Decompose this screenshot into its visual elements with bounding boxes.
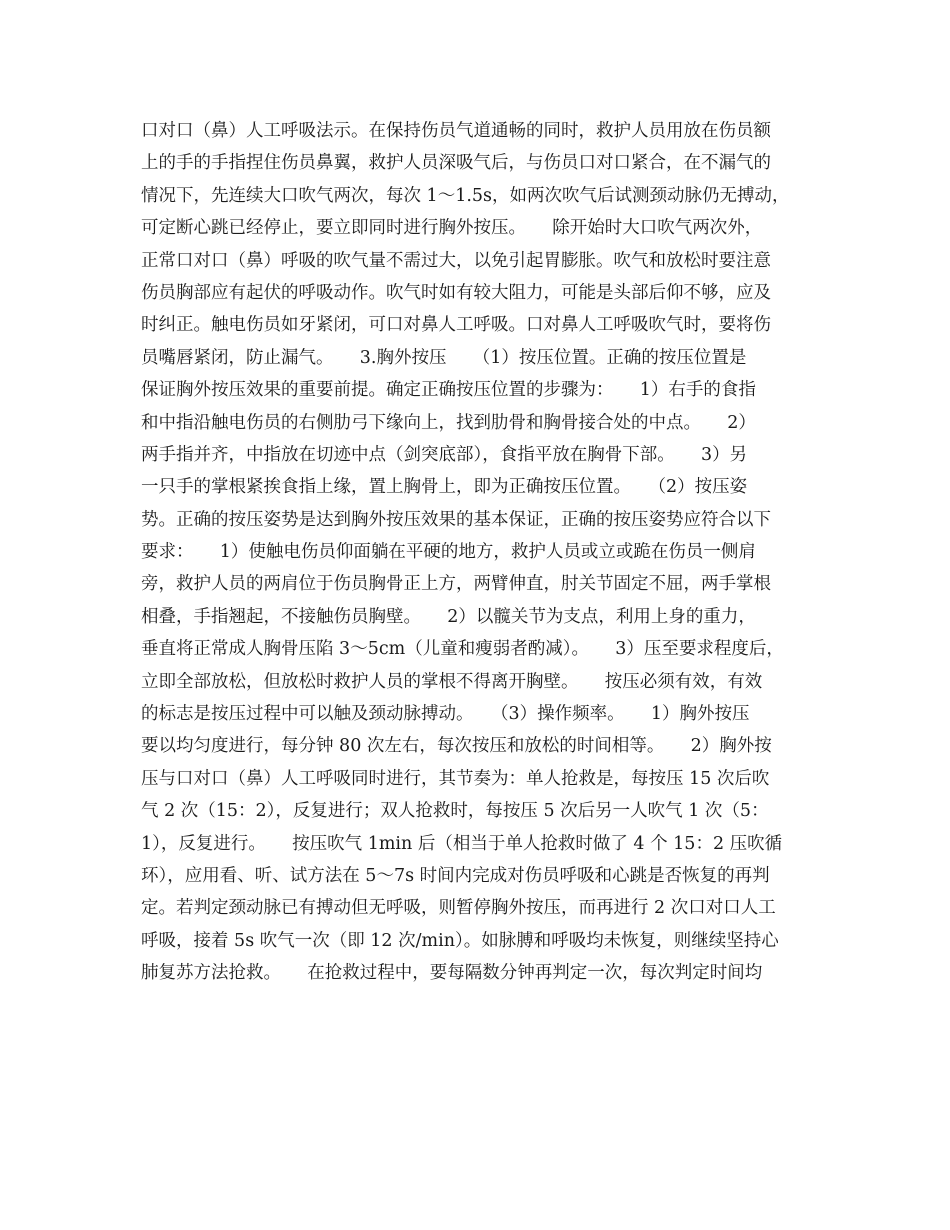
text-line: 时纠正。触电伤员如牙紧闭，可口对鼻人工呼吸。口对鼻人工呼吸吹气时，要将伤 [141,315,771,336]
text-line: 保证胸外按压效果的重要前提。确定正确按压位置的步骤为： 1）右手的食指 [141,380,756,401]
text-line: 一只手的掌根紧挨食指上缘，置上胸骨上，即为正确按压位置。 （2）按压姿 [141,477,748,498]
text-line: 压与口对口（鼻）人工呼吸同时进行，其节奏为：单人抢救是，每按压 15 次后吹 [141,768,770,789]
text-line: 要以均匀度进行，每分钟 80 次左右，每次按压和放松的时间相等。 2）胸外按 [141,736,772,757]
text-line: 气 2 次（15：2），反复进行；双人抢救时，每按压 5 次后另一人吹气 1 次（5： [141,801,769,822]
text-line: 1），反复进行。 按压吹气 1min 后（相当于单人抢救时做了 4 个 15：2 压吹循 [141,833,783,854]
text-line: 定。若判定颈动脉已有搏动但无呼吸，则暂停胸外按压，而再进行 2 次口对口人工 [141,898,776,919]
text-line: 环），应用看、听、试方法在 5～7s 时间内完成对伤员呼吸和心跳是否恢复的再判 [141,865,770,886]
text-line: 可定断心跳已经停止，要立即同时进行胸外按压。 除开始时大口吹气两次外， [141,218,763,239]
text-line: 的标志是按压过程中可以触及颈动脉搏动。 （3）操作频率。 1）胸外按压 [141,704,750,725]
text-line: 立即全部放松，但放松时救护人员的掌根不得离开胸壁。 按压必须有效，有效 [141,671,763,692]
text-line: 员嘴唇紧闭，防止漏气。 3.胸外按压 （1）按压位置。正确的按压位置是 [141,347,747,368]
text-line: 情况下，先连续大口吹气两次，每次 1～1.5s，如两次吹气后试测颈动脉仍无搏动， [141,185,790,206]
text-line: 呼吸，接着 5s 吹气一次（即 12 次/min）。如脉膊和呼吸均未恢复，则继续坚持心 [141,930,779,951]
text-line: 口对口（鼻）人工呼吸法示。在保持伤员气道通畅的同时，救护人员用放在伤员额 [141,121,771,141]
text-line: 和中指沿触电伤员的右侧肋弓下缘向上，找到肋骨和胸骨接合处的中点。 2） [141,412,756,433]
text-line: 两手指并齐，中指放在切迹中点（剑突底部），食指平放在胸骨下部。 3）另 [141,444,748,465]
text-line: 伤员胸部应有起伏的呼吸动作。吹气时如有较大阻力，可能是头部后仰不够，应及 [141,282,771,303]
text-line: 正常口对口（鼻）呼吸的吹气量不需过大，以免引起胃膨胀。吹气和放松时要注意 [141,250,771,271]
text-line: 旁，救护人员的两肩位于伤员胸骨正上方，两臂伸直，肘关节固定不屈，两手掌根 [141,574,771,595]
text-line: 要求： 1）使触电伤员仰面躺在平硬的地方，救护人员或立或跪在伤员一侧肩 [141,542,756,563]
text-line: 肺复苏方法抢救。 在抢救过程中，要每隔数分钟再判定一次，每次判定时间均 [141,963,763,984]
text-line: 上的手的手指捏住伤员鼻翼，救护人员深吸气后，与伤员口对口紧合，在不漏气的 [141,153,771,174]
text-line: 相叠，手指翘起，不接触伤员胸壁。 2）以髋关节为支点，利用上身的重力， [141,606,756,627]
body-text [141,115,841,990]
text-line: 垂直将正常成人胸骨压陷 3～5cm（儿童和瘦弱者酌减）。 3）压至要求程度后， [141,639,784,660]
text-line: 势。正确的按压姿势是达到胸外按压效果的基本保证，正确的按压姿势应符合以下 [141,509,771,530]
